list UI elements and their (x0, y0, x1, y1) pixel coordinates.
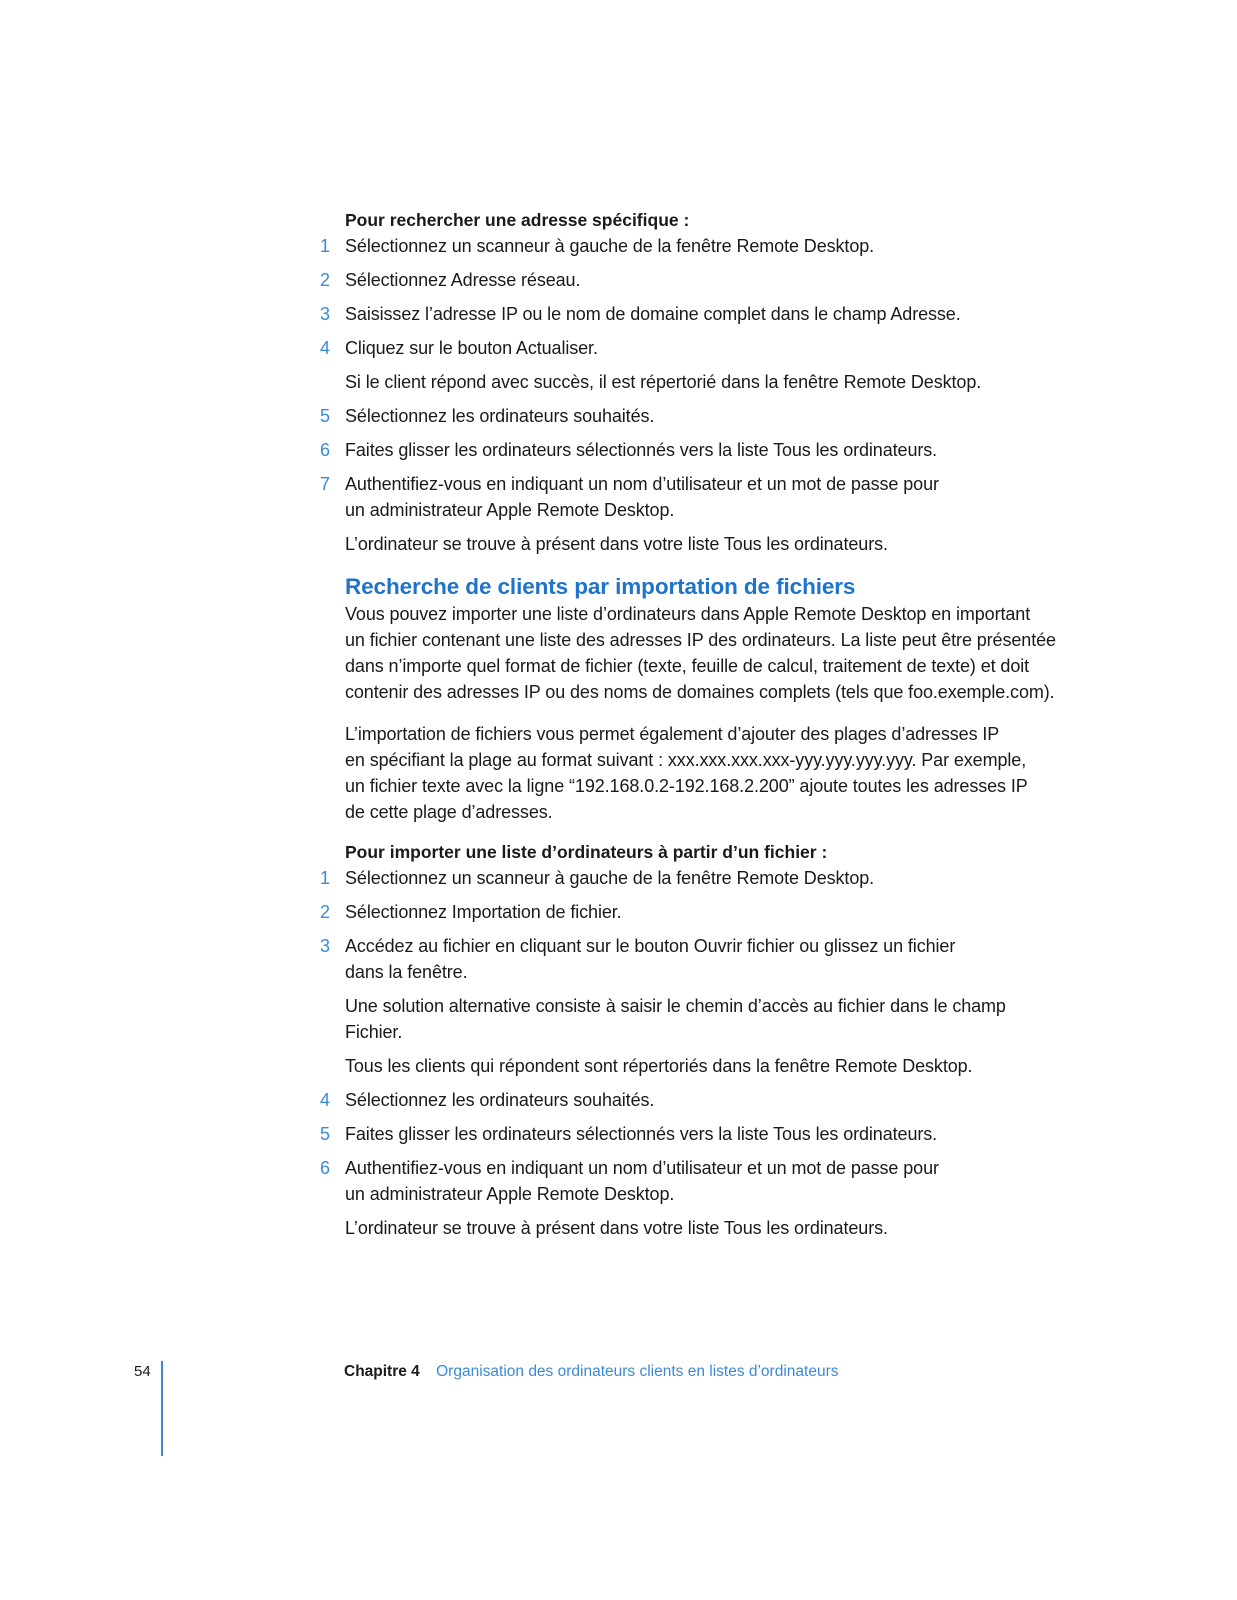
step-4 (320, 335, 1065, 361)
step-text: Sélectionnez les ordinateurs souhaités. (345, 406, 655, 426)
step-3 (320, 933, 1065, 985)
step-text: Cliquez sur le bouton Actualiser. (345, 338, 598, 358)
step-number: 6 (320, 440, 330, 460)
step-text: Sélectionnez les ordinateurs souhaités. (345, 1090, 655, 1110)
paragraph-line: Vous pouvez importer une liste d’ordinateurs dans Apple Remote Desktop en important (345, 604, 1031, 624)
step-text-line-1: Authentifiez-vous en indiquant un nom d’utilisateur et un mot de passe pour (345, 474, 939, 494)
step-text: Faites glisser les ordinateurs sélectionnés vers la liste Tous les ordinateurs. (345, 440, 938, 460)
paragraph (345, 601, 1065, 705)
step-text: Sélectionnez un scanneur à gauche de la fenêtre Remote Desktop. (345, 236, 875, 256)
step-note: Tous les clients qui répondent sont répertoriés dans la fenêtre Remote Desktop. (345, 1056, 973, 1076)
step-note: L’ordinateur se trouve à présent dans votre liste Tous les ordinateurs. (345, 534, 888, 554)
step-number: 6 (320, 1158, 330, 1178)
step-number: 3 (320, 936, 330, 956)
step-text-line-2: un administrateur Apple Remote Desktop. (345, 500, 675, 520)
step-text-line-2: dans la fenêtre. (345, 962, 468, 982)
paragraph (345, 721, 1065, 825)
step-text: Saisissez l’adresse IP ou le nom de domaine complet dans le champ Adresse. (345, 304, 961, 324)
step-1 (320, 233, 1065, 259)
step-note: Si le client répond avec succès, il est répertorié dans la fenêtre Remote Desktop. (345, 372, 982, 392)
step-number: 1 (320, 868, 330, 888)
step-7 (320, 471, 1065, 523)
page-number: 54 (134, 1363, 151, 1380)
paragraph-line: un fichier texte avec la ligne “192.168.0.2-192.168.2.200” ajoute toutes les adresses IP (345, 776, 1028, 796)
step-text: Faites glisser les ordinateurs sélectionnés vers la liste Tous les ordinateurs. (345, 1124, 938, 1144)
step-2 (320, 899, 1065, 925)
step-text: Sélectionnez Adresse réseau. (345, 270, 581, 290)
chapter-label: Chapitre 4 (344, 1363, 420, 1380)
paragraph-line: de cette plage d’adresses. (345, 802, 553, 822)
step-text: Sélectionnez Importation de fichier. (345, 902, 622, 922)
step-number: 4 (320, 1090, 330, 1110)
step-6 (320, 1155, 1065, 1207)
paragraph-line: en spécifiant la plage au format suivant : xxx.xxx.xxx.xxx-yyy.yyy.yyy.yyy. Par exemple, (345, 750, 1027, 770)
step-number: 4 (320, 338, 330, 358)
paragraph-line: un fichier contenant une liste des adresses IP des ordinateurs. La liste peut être présentée (345, 630, 1056, 650)
step-number: 5 (320, 1124, 330, 1144)
step-5 (320, 1121, 1065, 1147)
step-text-line-1: Accédez au fichier en cliquant sur le bouton Ouvrir fichier ou glissez un fichier (345, 936, 956, 956)
step-5 (320, 403, 1065, 429)
running-footer (344, 1362, 838, 1382)
paragraph-line: contenir des adresses IP ou des noms de domaines complets (tels que foo.exemple.com). (345, 682, 1055, 702)
step-text: Sélectionnez un scanneur à gauche de la fenêtre Remote Desktop. (345, 868, 875, 888)
page-content (320, 207, 1065, 1241)
footer-divider (161, 1361, 163, 1456)
step-6 (320, 437, 1065, 463)
step-text-line-1: Authentifiez-vous en indiquant un nom d’utilisateur et un mot de passe pour (345, 1158, 939, 1178)
step-note: L’ordinateur se trouve à présent dans votre liste Tous les ordinateurs. (345, 1218, 888, 1238)
paragraph-line: dans n’importe quel format de fichier (texte, feuille de calcul, traitement de texte) et doit (345, 656, 1030, 676)
step-3 (320, 301, 1065, 327)
step-text-line-2: un administrateur Apple Remote Desktop. (345, 1184, 675, 1204)
step-number: 1 (320, 236, 330, 256)
step-number: 5 (320, 406, 330, 426)
procedure-heading: Pour importer une liste d’ordinateurs à partir d’un fichier : (345, 842, 828, 862)
paragraph-line: L’importation de fichiers vous permet également d’ajouter des plages d’adresses IP (345, 724, 1000, 744)
step-number: 2 (320, 270, 330, 290)
step-number: 2 (320, 902, 330, 922)
section-title: Recherche de clients par importation de fichiers (345, 574, 856, 599)
step-2 (320, 267, 1065, 293)
step-number: 7 (320, 474, 330, 494)
step-note: Une solution alternative consiste à saisir le chemin d’accès au fichier dans le champ Fichier. (345, 996, 1006, 1042)
step-4 (320, 1087, 1065, 1113)
procedure-heading: Pour rechercher une adresse spécifique : (345, 210, 690, 230)
chapter-title: Organisation des ordinateurs clients en listes d’ordinateurs (436, 1363, 839, 1380)
step-1 (320, 865, 1065, 891)
step-number: 3 (320, 304, 330, 324)
